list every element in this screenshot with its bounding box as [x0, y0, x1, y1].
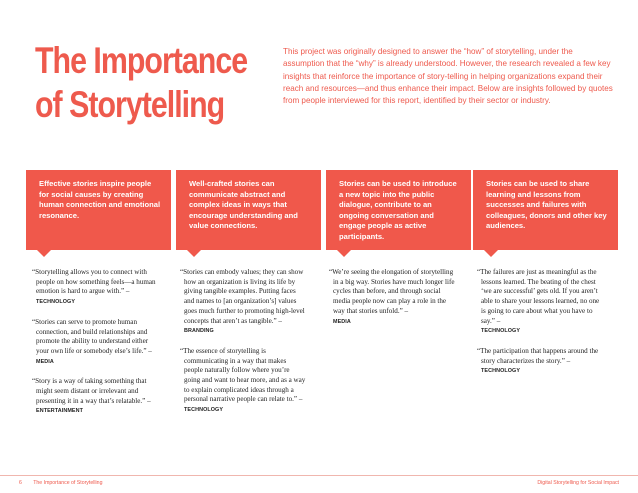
insight-box-2 [176, 170, 321, 250]
quote-text: “Story is a way of taking something that might seem distant or irrelevant and presenting it in a way that’s relatable.” – [32, 377, 151, 405]
quote [327, 268, 455, 327]
page-title-line-1: The Importance [35, 40, 248, 81]
quote-source: MEDIA [36, 358, 54, 365]
quote-text: “The participation that happens around the story characterizes the story.” – [477, 346, 599, 365]
quote-source: MEDIA [333, 318, 351, 325]
quote-text: “We’re seeing the elongation of storytelling in a big way. Stories have much longer life cycles than before, and through social media people now can play a role in the way that stories unfold.” – [329, 268, 455, 315]
quote [30, 318, 158, 368]
quote-source: BRANDING [184, 328, 214, 335]
callout-pointer [337, 250, 351, 257]
quote [475, 347, 603, 377]
quote [178, 347, 306, 416]
quote-text: “The failures are just as meaningful as the lessons learned. The beating of the chest ‘we are successful’ gets old. If you aren’t able to share your lessons learned, no one is going to care about what you have to say.” – [477, 268, 600, 325]
quote-text: “Storytelling allows you to connect with people on how something feels—a human emotion is hard to argue with.” – [32, 268, 156, 296]
quote [178, 268, 306, 337]
quote-source: TECHNOLOGY [184, 407, 224, 414]
insight-text-1: Effective stories inspire people for social causes by creating human connection and emotional resonance. [39, 179, 161, 220]
insight-text-4: Stories can be used to share learning and lessons from successes and failures with colleagues, donors and other key audiences. [486, 179, 607, 231]
insight-text-2: Well-crafted stories can communicate abstract and complex ideas in ways that encourage understanding and value connections. [189, 179, 298, 231]
quote [30, 377, 158, 417]
quote [30, 268, 158, 308]
callout-pointer [37, 250, 51, 257]
page-title [35, 39, 248, 127]
insight-box-1 [26, 170, 171, 250]
insight-box-4 [473, 170, 618, 250]
insight-text-3: Stories can be used to introduce a new topic into the public dialogue, contribute to an ongoing conversation and engage people as active participants. [339, 179, 457, 241]
page-number: 6 [19, 480, 22, 486]
intro-paragraph: This project was originally designed to answer the “how” of storytelling, under the assumption that the “why” is already understood. However, the research revealed a few key insights that reinforce the importance of story-telling in helping organizations expand their reach and resources—and thus enhance their impact. Below are insights followed by quotes from people interviewed for this report, identified by their sector or industry. [283, 47, 613, 106]
quote-source: TECHNOLOGY [481, 368, 521, 375]
quote-text: “Stories can serve to promote human connection, and build relationships and promote the ability to understand either your own life or somebody else’s life.” – [32, 317, 152, 355]
page-title-line-2: of Storytelling [35, 84, 225, 125]
quote-text: “Stories can embody values; they can show how an organization is living its life by giving tangible examples. Putting faces and names to [an organization’s] values goes much further to promoting high-level concepts that aren’t as tangible.” – [180, 268, 305, 325]
footer-left [19, 480, 102, 486]
footer-section-title: The Importance of Storytelling [33, 480, 103, 486]
quote-column-1 [30, 268, 158, 427]
quote-source: TECHNOLOGY [36, 299, 76, 306]
quote-source: TECHNOLOGY [481, 328, 521, 335]
quote-column-4 [475, 268, 603, 387]
callout-pointer [187, 250, 201, 257]
footer-divider [0, 475, 638, 476]
quote-column-3 [327, 268, 455, 337]
insight-box-3 [326, 170, 471, 250]
footer-publication-title: Digital Storytelling for Social Impact [537, 480, 619, 486]
quote-column-2 [178, 268, 306, 426]
quote [475, 268, 603, 337]
quote-source: ENTERTAINMENT [36, 408, 84, 415]
quote-text: “The essence of storytelling is communicating in a way that makes people naturally follow where you’re going and want to hear more, and as a way to explain complicated ideas through a personal narrative people can relate to.” – [180, 346, 306, 404]
callout-pointer [484, 250, 498, 257]
